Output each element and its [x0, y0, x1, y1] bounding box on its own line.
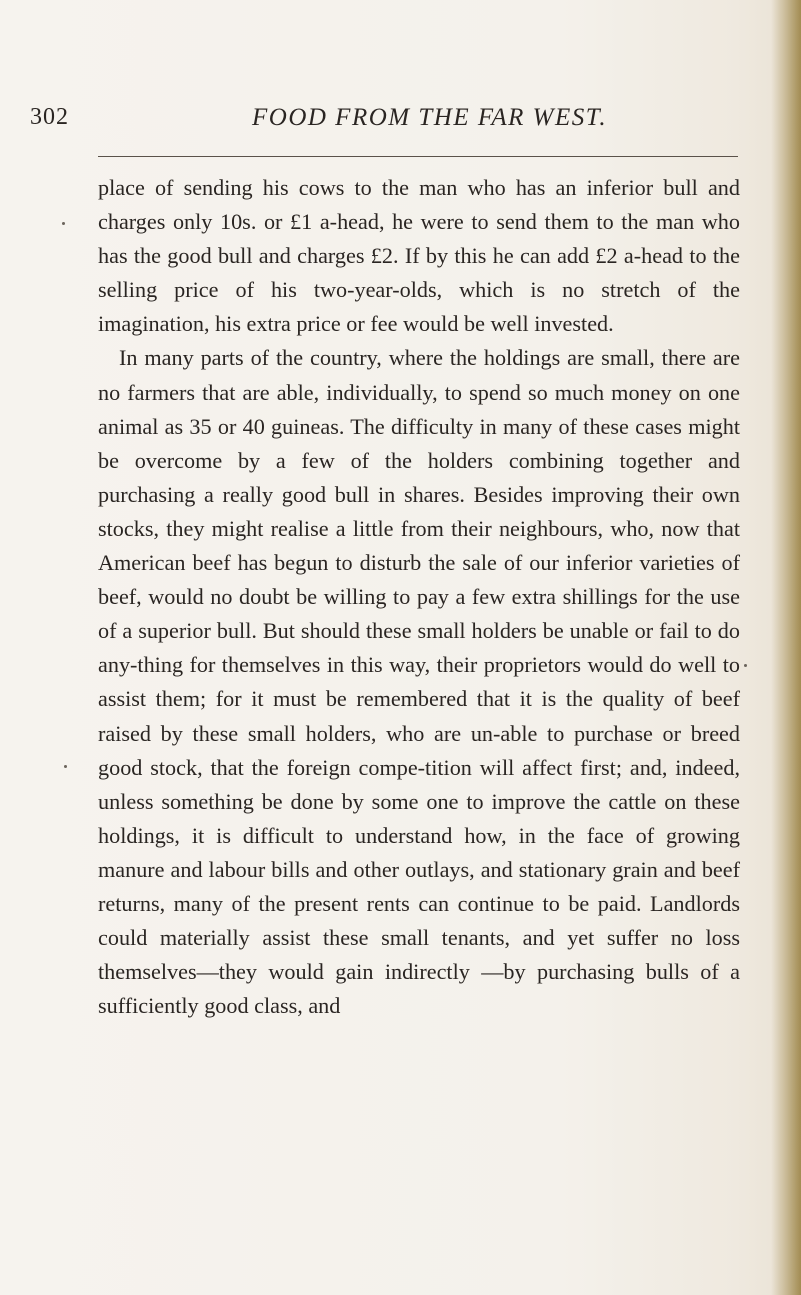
page-edge-shadow — [771, 0, 801, 1295]
margin-speck — [64, 765, 67, 768]
paragraph-1: place of sending his cows to the man who has an inferior bull and charges only 10s. or £1 a-head, he were to send them to the man who has the good bull and charges £2. If by this he can add £2 a-head to the selling price of his two-year-olds, which is no stretch of the imagination, his extra price or fee would be well invested. — [98, 175, 740, 337]
header-rule — [98, 156, 738, 157]
running-title: FOOD FROM THE FAR WEST. — [252, 104, 608, 131]
margin-speck — [744, 664, 747, 667]
body-text — [98, 171, 740, 1023]
page-header — [30, 104, 742, 144]
paragraph-2: In many parts of the country, where the holdings are small, there are no farmers that are able, individually, to spend so much money on one animal as 35 or 40 guineas. The difficulty in many of these cases might be overcome by a few of the holders combining together and purchasing a really good bull in shares. Besides improving their own stocks, they might realise a little from their neighbours, who, now that American beef has begun to disturb the sale of our inferior varieties of beef, would no doubt be willing to pay a few extra shillings for the use of a superior bull. But should these small holders be unable or fail to do any-thing for themselves in this way, their proprietors would do well to assist them; for it must be remembered that it is the quality of beef raised by these small holders, who are un-able to purchase or breed good stock, that the foreign compe-tition will affect first; and, indeed, unless something be done by some one to improve the cattle on these holdings, it is difficult to understand how, in the face of growing manure and labour bills and other outlays, and stationary grain and beef returns, many of the present rents can continue to be paid. Landlords could materially assist these small tenants, and yet suffer no loss themselves—they would gain indirectly —by purchasing bulls of a sufficiently good class, and — [98, 345, 740, 1019]
margin-speck — [62, 222, 65, 225]
page-number: 302 — [30, 104, 69, 130]
